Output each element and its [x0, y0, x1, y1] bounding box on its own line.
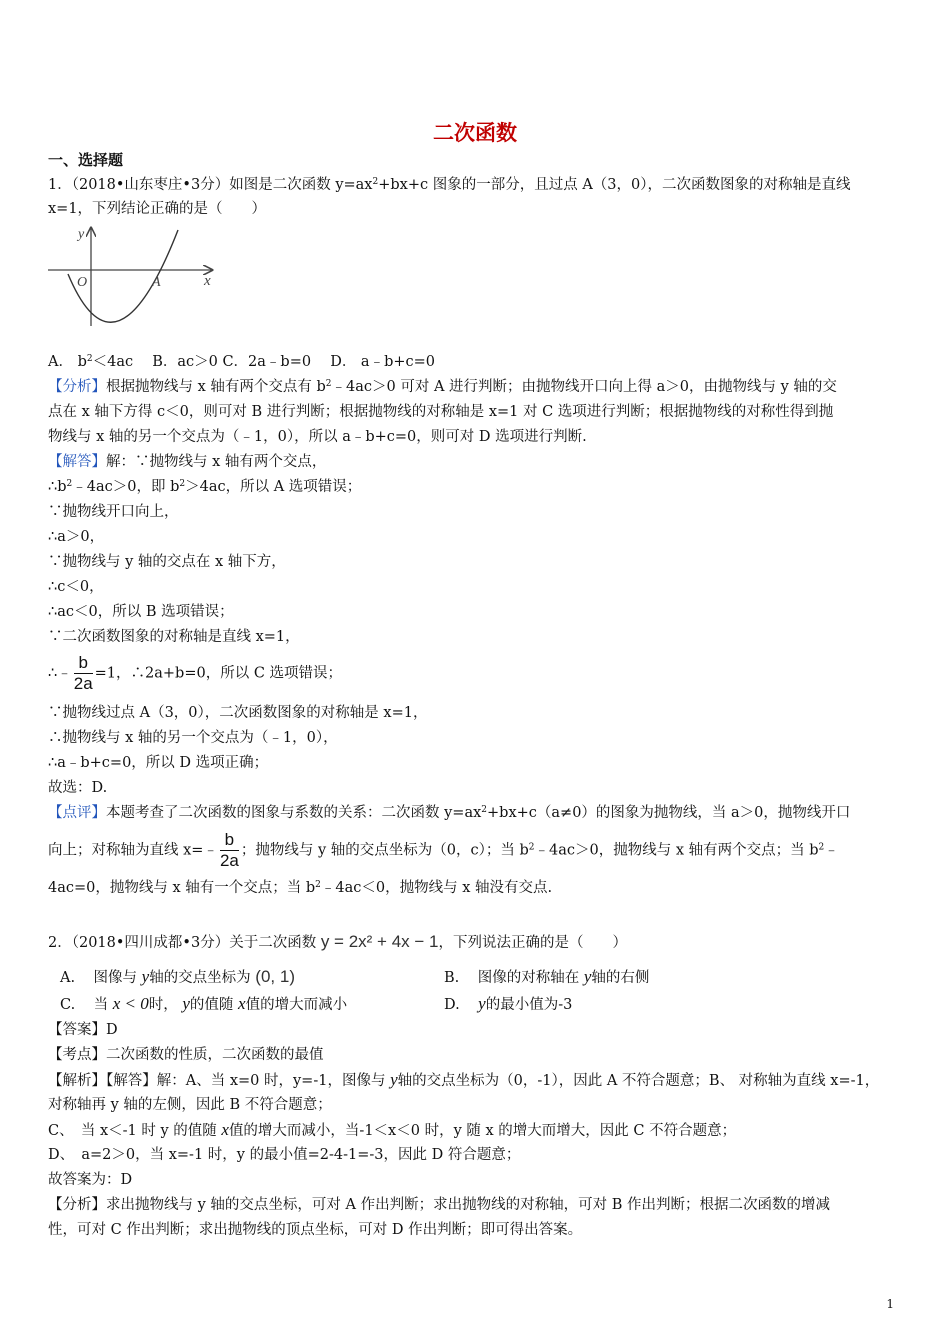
q2-option-c: C. 当 x < 0时， y的值随 x值的增大而减小 [60, 994, 348, 1013]
q2-stem: 2．（2018•四川成都•3分）关于二次函数 y = 2x² + 4x − 1，下列说法正确的是（ ） [48, 932, 627, 951]
comment-tag: 【点评】 [48, 805, 106, 821]
q2-option-d: D. y的最小值为-3 [444, 994, 573, 1013]
fraction-b-over-2a: $\frac{b}{2a}$ [73, 653, 93, 693]
q1-solution-line-6: ∴c＜0， [48, 579, 104, 595]
q2-option-a: A. 图像与 y轴的交点坐标为 (0, 1) [60, 967, 295, 986]
q2-explanation-line-5: 故答案为：D [48, 1172, 133, 1188]
solution-tag: 【解答】 [48, 454, 106, 470]
y-axis-label: y [78, 227, 85, 242]
q1-comment-line-1: 【点评】本题考查了二次函数的图象与系数的关系：二次函数 $y=ax^2+bx+c(a\ne 0)$的图象为抛物线，当 a＞0，抛物线开口 [48, 805, 851, 821]
page-title: 二次函数 [433, 121, 517, 145]
q1-solution-line-9: ∴﹣ $\frac{b}{2a}$ =1，∴2a+b=0，所以 C 选项错误； [48, 653, 343, 693]
q1-solution-line-3: ∵抛物线开口向上， [48, 504, 179, 520]
q2-analysis-line-2: 性，可对 C 作出判断；求出抛物线的顶点坐标，可对 D 作出判断；即可得出答案。 [48, 1222, 583, 1238]
q2-knowledge-point: 【考点】二次函数的性质，二次函数的最值 [48, 1047, 324, 1063]
q1-solution-line-8: ∵二次函数图象的对称轴是直线 x=1， [48, 629, 300, 645]
q1-solution-line-13: 故选：D. [48, 780, 108, 796]
section-heading: 一、选择题 [48, 151, 124, 169]
q1-comment-line-2: 向上；对称轴为直线 x=﹣ $\frac{b}{2a}$ ；抛物线与 y 轴的交点坐标为（0，c）；当 $b^2﹣4ac>0$，抛物线与 x 轴有两个交点；当 $b^2﹣$ [48, 830, 839, 870]
q1-analysis-line-2: 点在 x 轴下方得 c＜0，则可对 B 进行判断；根据抛物线的对称轴是 x=1 对 C 选项进行判断；根据抛物线的对称性得到抛 [48, 404, 834, 420]
q1-solution-line-4: ∴a＞0， [48, 529, 105, 545]
q1-solution-line-5: ∵抛物线与 y 轴的交点在 x 轴下方， [48, 554, 286, 570]
q2-answer: 【答案】D [48, 1022, 118, 1038]
q1-analysis-line-1: 【分析】根据抛物线与 x 轴有两个交点有 $b^2﹣4ac>0$ 可对 A 进行判断；由抛物线开口向上得 a＞0，由抛物线与 y 轴的交 [48, 379, 837, 395]
q2-analysis-line-1: 【分析】求出抛物线与 y 轴的交点坐标，可对 A 作出判断；求出抛物线的对称轴，可对 B 作出判断；根据二次函数的增减 [48, 1197, 830, 1213]
q1-solution-line-7: ∴ac＜0，所以 B 选项错误； [48, 604, 234, 620]
analysis-tag: 【分析】 [48, 379, 106, 395]
q2-explanation-line-2: 对称轴再 y 轴的左侧，因此 B 不符合题意； [48, 1097, 332, 1113]
q2-explanation-line-4: D、 a=2＞0，当 x=-1 时，y 的最小值=2-4-1=-3，因此 D 符合题意； [48, 1147, 521, 1163]
q2-option-b: B. 图像的对称轴在 y轴的右侧 [444, 967, 650, 986]
q1-comment-line-3: 4ac=0，抛物线与 x 轴有一个交点；当 $b^2﹣4ac<0$，抛物线与 x 轴没有交点. [48, 880, 553, 896]
q1-solution-line-11: ∴抛物线与 x 轴的另一个交点为（﹣1，0）， [48, 730, 338, 746]
fraction-b-over-2a-comment: $\frac{b}{2a}$ [219, 830, 239, 870]
page-number: 1 [886, 1297, 894, 1311]
q1-stem-line-2: x=1，下列结论正确的是（ ） [48, 201, 267, 217]
q1-analysis-line-3: 物线与 x 轴的另一个交点为（﹣1，0），所以 a﹣b+c=0，则可对 D 选项进行判断. [48, 429, 587, 445]
parabola-graph [46, 224, 222, 328]
q2-explanation-line-3: C、 当 x＜-1 时 y 的值随 x值的增大而减小，当-1＜x＜0 时，y 随 x 的增大而增大，因此 C 不符合题意； [48, 1120, 737, 1139]
x-axis-label: x [204, 273, 211, 289]
q2-formula: y = 2x² + 4x − 1 [320, 932, 439, 951]
q1-solution-line-1: 【解答】解：∵抛物线与 x 轴有两个交点， [48, 454, 327, 470]
q1-solution-line-12: ∴a﹣b+c=0，所以 D 选项正确； [48, 755, 269, 771]
q1-solution-line-2: $\therefore b^2﹣4ac>0$，即 $b^2>4ac$，所以 A 选项错误； [48, 479, 362, 495]
origin-label: O [77, 275, 88, 290]
q2-explanation-line-1: 【解析】【解答】解：A、当 x=0 时，y=-1，图像与 y轴的交点坐标为（0，-1），因此 A 不符合题意；B、 对称轴为直线 x=-1， [48, 1070, 880, 1089]
point-a-label: A [152, 275, 161, 290]
q1-options: A． $b^2<4ac$ B．ac＞0 C．2a﹣b=0 D． a﹣b+c=0 [48, 354, 436, 370]
q1-stem-line-1: 1．（2018•山东枣庄•3分）如图是二次函数 $y=ax^2+bx+c$ 图象的一部分，且过点 A（3，0），二次函数图象的对称轴是直线 [48, 177, 851, 193]
q1-solution-line-10: ∵抛物线过点 A（3，0），二次函数图象的对称轴是 x=1， [48, 705, 428, 721]
